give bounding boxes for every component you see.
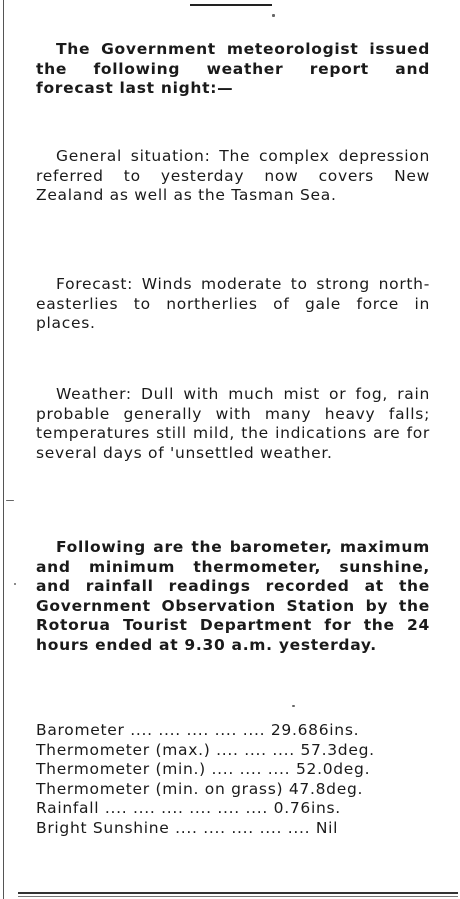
column-rule-bottom-thin: [18, 896, 458, 897]
weather-paragraph: Weather: Dull with much mist or fog, rain probable generally with many heavy falls; temperatures still mild, the indications are for several days of 'unsettled weather.: [36, 385, 430, 462]
reading-rainfall: Rainfall .... .... .... .... .... .... 0.76ins.: [36, 799, 341, 818]
print-speck: [6, 500, 14, 501]
reading-barometer: Barometer .... .... .... .... .... 29.686ins.: [36, 721, 360, 739]
column-rule-top: [190, 4, 272, 6]
intro-paragraph: The Government meteorologist issued the following weather report and forecast last night:—: [36, 40, 430, 98]
column-rule-bottom: [18, 892, 458, 894]
reading-thermometer-max: Thermometer (max.) .... .... .... 57.3deg.: [36, 740, 375, 759]
print-speck: [292, 705, 295, 707]
readings-table: [36, 721, 432, 839]
print-speck: [272, 14, 275, 17]
general-situation-paragraph: General situation: The complex depression referred to yesterday now covers New Zealand as well as the Tasman Sea.: [36, 147, 430, 205]
column-rule-left: [3, 0, 4, 899]
print-speck: [14, 583, 16, 585]
forecast-paragraph: Forecast: Winds moderate to strong north-easterlies to northerlies of gale force in places.: [36, 275, 430, 333]
reading-sunshine: Bright Sunshine .... .... .... .... .... Nil: [36, 818, 339, 837]
reading-thermometer-min: Thermometer (min.) .... .... .... 52.0deg.: [36, 760, 371, 779]
readings-intro-paragraph: Following are the barometer, maximum and minimum thermometer, sunshine, and rainfall readings recorded at the Government Observation Station by the Rotorua Tourist Department for the 24 hours ended at 9.30 a.m. yesterday.: [36, 538, 430, 654]
reading-thermometer-grass: Thermometer (min. on grass) 47.8deg.: [36, 779, 364, 798]
